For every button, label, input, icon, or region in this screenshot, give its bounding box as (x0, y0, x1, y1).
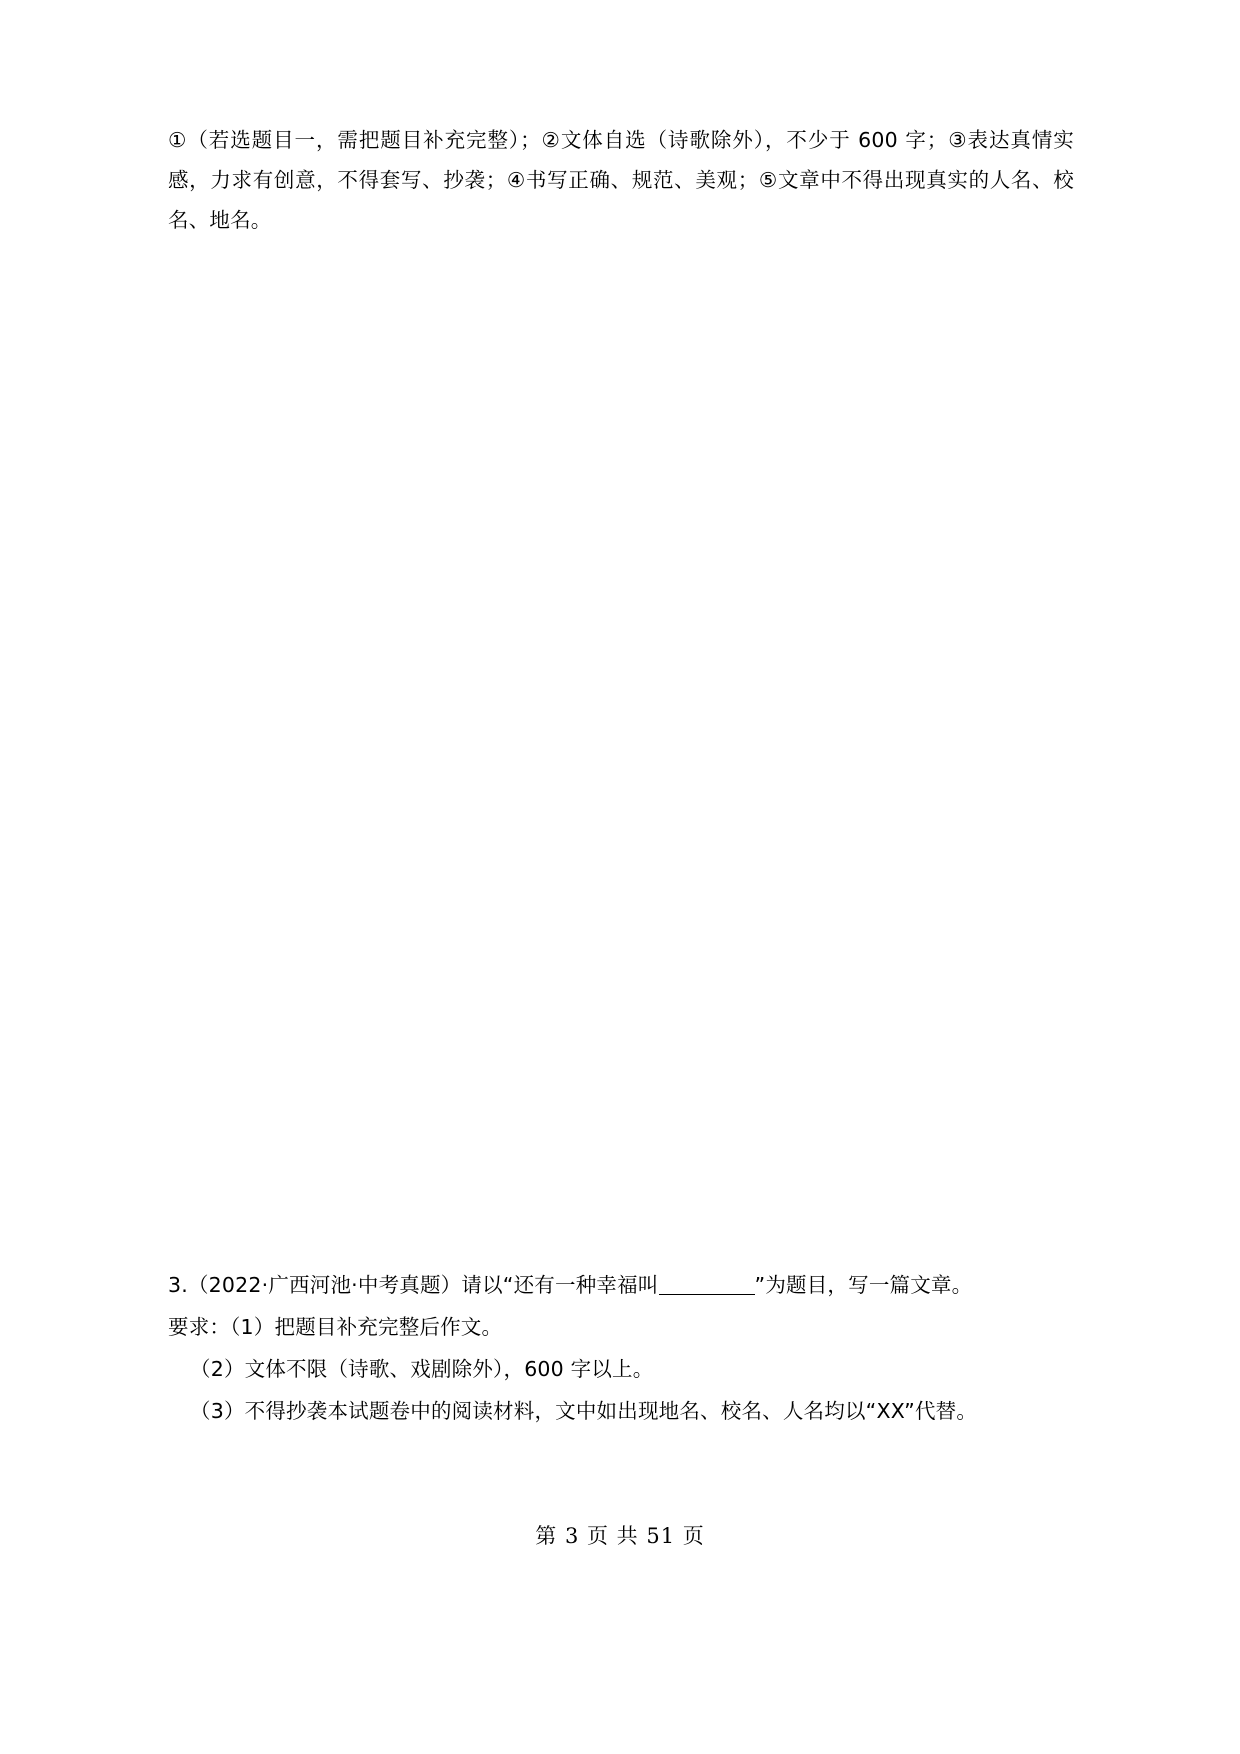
page-number-text: 第 3 页 共 51 页 (535, 1524, 705, 1548)
requirements-line-1 (168, 1307, 1074, 1347)
question-stem (168, 1265, 1074, 1305)
requirements-line-2 (168, 1349, 1074, 1389)
requirements-line-3 (168, 1391, 1074, 1431)
requirement-label: 要求： (168, 1315, 231, 1339)
question-number: 3. (168, 1273, 188, 1297)
question-stem-before-blank: 请以“还有一种幸福叫 (461, 1273, 659, 1297)
requirement-item-2: （2）文体不限（诗歌、戏剧除外），600 字以上。 (190, 1357, 654, 1381)
top-requirements-block (168, 120, 1074, 240)
requirement-item-3: （3）不得抄袭本试题卷中的阅读材料，文中如出现地名、校名、人名均以“XX”代替。 (190, 1399, 978, 1423)
requirement-item-1: （1）把题目补充完整后作文。 (230, 1315, 503, 1339)
question-source: （2022·广西河池·中考真题） (187, 1273, 462, 1297)
question-stem-after-blank: ”为题目，写一篇文章。 (754, 1273, 973, 1297)
answer-blank-line (659, 1294, 755, 1295)
page-footer (0, 1520, 1240, 1550)
question-block (168, 1265, 1074, 1433)
writing-requirements-paragraph: ①（若选题目一，需把题目补充完整）；②文体自选（诗歌除外），不少于 600 字；③表达真情实感，力求有创意，不得套写、抄袭；④书写正确、规范、美观；⑤文章中不得出现真实的人名、校名、地名。 (168, 128, 1074, 232)
